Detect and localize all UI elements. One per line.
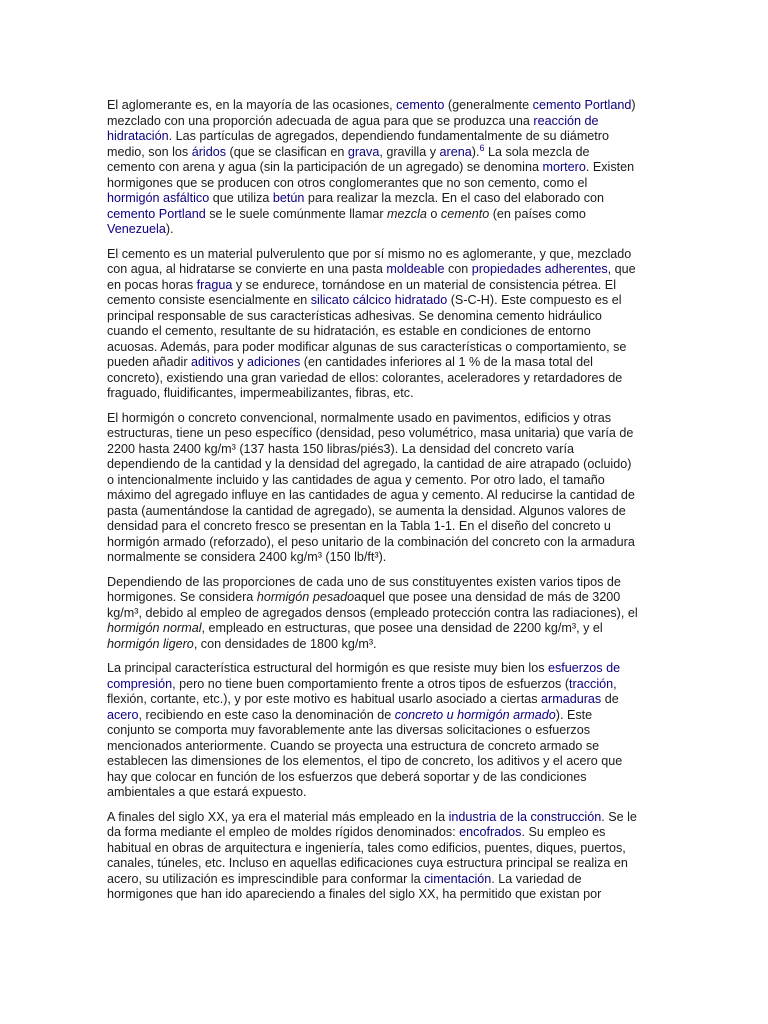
inline-link[interactable]: cemento Portland: [107, 206, 206, 221]
inline-link[interactable]: fragua: [196, 277, 233, 292]
text-run: Dependiendo de las proporciones de cada uno de sus constituyentes existen varios tipos de hormigones. Se considera: [107, 574, 621, 604]
text-run: (generalmente: [444, 98, 533, 112]
text-run: El cemento es un material pulverulento que por sí mismo no es aglomerante, y que, mezclado con agua, al hidratarse se convierte en una pasta: [107, 246, 632, 276]
inline-link[interactable]: grava: [347, 144, 380, 159]
text-run: (en países como: [489, 206, 586, 221]
inline-link[interactable]: encofrados: [459, 825, 522, 839]
inline-link[interactable]: áridos: [191, 144, 227, 159]
text-run: , pero no tiene buen comportamiento frente a otros tipos de esfuerzos (: [172, 676, 570, 691]
text-run: . Su empleo es habitual en obras de arquitectura e ingeniería, tales como edificios, puentes, diques, puertos, canales, túneles, etc. Incluso en aquellas edificaciones cuya estructura principal se realiza en acero, su utilización es imprescindible para conformar la: [107, 825, 628, 886]
paragraph: [107, 661, 639, 801]
inline-link[interactable]: hormigón asfáltico: [107, 191, 210, 205]
text-run: . Existen hormigones que se producen con otros conglomerantes que no son cemento, como el: [107, 160, 635, 190]
text-run: A finales del siglo XX, ya era el material más empleado en la: [107, 809, 449, 824]
text-run: , recibiendo en este caso la denominación de: [138, 707, 395, 722]
text-run: ) mezclado con una proporción adecuada de agua para que se produzca una: [107, 98, 636, 128]
paragraph: [107, 247, 639, 402]
text-run: , que en pocas horas: [107, 262, 636, 292]
inline-link[interactable]: aditivos: [191, 355, 234, 369]
footnote-reference[interactable]: 6: [479, 142, 485, 153]
text-run: , flexión, cortante, etc.), y por este motivo es habitual usarlo asociado a ciertas: [107, 676, 617, 706]
text-run: o: [426, 206, 441, 221]
inline-link[interactable]: tracción: [569, 676, 614, 691]
inline-link[interactable]: armaduras: [541, 692, 602, 706]
paragraph: [107, 575, 639, 653]
text-run: aquel que posee una densidad de más de 3200 kg/m³, debido al empleo de agregados densos (empleado protección contra las radiaciones), el: [107, 590, 638, 620]
text-run: ). Este conjunto se comporta muy favorablemente ante las diversas solicitaciones o esfuerzos mencionados anteriormente. Cuando se proyecta una estructura de concreto armado se establecen las dimensiones de los elementos, el tipo de concreto, los aditivos y el acero que hay que colocar en función de los esfuerzos que deberá soportar y de las condiciones ambientales a que estará expuesto.: [107, 707, 623, 799]
text-run: (que se clasifican en: [226, 144, 348, 159]
inline-link[interactable]: esfuerzos de compresión: [107, 661, 621, 691]
inline-link[interactable]: betún: [272, 191, 305, 205]
text-run: y: [233, 355, 248, 369]
inline-link[interactable]: Venezuela: [107, 222, 166, 236]
inline-link[interactable]: cimentación: [424, 871, 492, 886]
text-run: hormigón normal: [107, 621, 202, 635]
inline-link[interactable]: cemento Portland: [532, 98, 632, 112]
text-run: , empleado en estructuras, que posee una densidad de 2200 kg/m³, y el: [201, 621, 603, 635]
inline-link[interactable]: adiciones: [247, 355, 301, 369]
text-run: con: [444, 262, 472, 276]
inline-link[interactable]: industria de la construcción: [448, 809, 602, 824]
inline-link[interactable]: silicato cálcico hidratado: [310, 293, 448, 307]
text-run: mezcla: [387, 206, 427, 221]
text-run: ).: [471, 144, 480, 159]
text-run: se le suele comúnmente llamar: [205, 206, 388, 221]
text-run: y se endurece, tornándose en un material de consistencia pétrea. El cemento consiste esencialmente en: [107, 277, 616, 307]
text-run: , con densidades de 1800 kg/m³.: [193, 636, 377, 651]
inline-link[interactable]: arena: [439, 144, 472, 159]
document-page: [107, 98, 639, 912]
inline-link[interactable]: acero: [107, 707, 139, 722]
paragraph: [107, 411, 639, 566]
text-run: , gravilla y: [379, 144, 440, 159]
paragraph: [107, 810, 639, 903]
text-run: . Las partículas de agregados, dependiendo fundamentalmente de su diámetro medio, son los: [107, 129, 610, 159]
text-run: La principal característica estructural del hormigón es que resiste muy bien los: [107, 661, 548, 675]
inline-link[interactable]: propiedades adherentes: [471, 262, 608, 276]
inline-link[interactable]: concreto u hormigón armado: [394, 707, 556, 722]
text-run: El hormigón o concreto convencional, normalmente usado en pavimentos, edificios y otras estructuras, tiene un peso específico (densidad, peso volumétrico, masa unitaria) que varía de 2200 hasta 2400 kg/m³ (137 hasta 150 libras/piés3). La densidad del concreto varía dependiendo de la cantidad y la densidad del agregado, la cantidad de aire atrapado (ocluido) o intencionalmente incluido y las cantidades de agua y cemento. Por otro lado, el tamaño máximo del agregado influye en las cantidades de agua y cemento. Al reducirse la cantidad de pasta (aumentándose la cantidad de agregado), se aumenta la densidad. Algunos valores de densidad para el concreto fresco se presentan en la Tabla 1-1. En el diseño del concreto u hormigón armado (reforzado), el peso unitario de la combinación del concreto con la armadura normalmente se considera 2400 kg/m³ (150 lb/ft³).: [107, 410, 635, 564]
text-run: que utiliza: [209, 191, 273, 205]
text-run: para realizar la mezcla. En el caso del elaborado con: [304, 191, 605, 205]
inline-link[interactable]: cemento: [396, 98, 445, 112]
text-run: . La variedad de hormigones que han ido apareciendo a finales del siglo XX, ha permitido que existan por: [107, 871, 602, 901]
text-run: hormigón pesado: [256, 590, 355, 604]
paragraph: [107, 98, 639, 238]
inline-link[interactable]: moldeable: [386, 262, 445, 276]
text-run: (S-C-H). Este compuesto es el principal responsable de sus características adhesivas. Se denomina cemento hidráulico cuando el cemento, resultante de su hidratación, es estable en condiciones de entorno acuosas. Además, para poder modificar algunas de sus características o comportamiento, se pueden añadir: [107, 293, 627, 369]
text-run: hormigón ligero: [107, 636, 194, 651]
text-run: . Se le da forma mediante el empleo de moldes rígidos denominados:: [107, 809, 637, 839]
text-run: cemento: [440, 206, 490, 221]
text-run: ).: [165, 222, 174, 236]
text-run: La sola mezcla de cemento con arena y agua (sin la participación de un agregado) se denomina: [107, 144, 590, 174]
text-run: (en cantidades inferiores al 1 % de la masa total del concreto), existiendo una gran variedad de ellos: colorantes, aceleradores y retardadores de fraguado, fluidificantes, impermeabilizantes, fibras, etc.: [107, 355, 623, 400]
text-run: El aglomerante es, en la mayoría de las ocasiones,: [107, 98, 397, 112]
inline-link[interactable]: reacción de hidratación: [107, 113, 599, 143]
text-run: de: [601, 692, 619, 706]
inline-link[interactable]: mortero: [542, 160, 586, 174]
